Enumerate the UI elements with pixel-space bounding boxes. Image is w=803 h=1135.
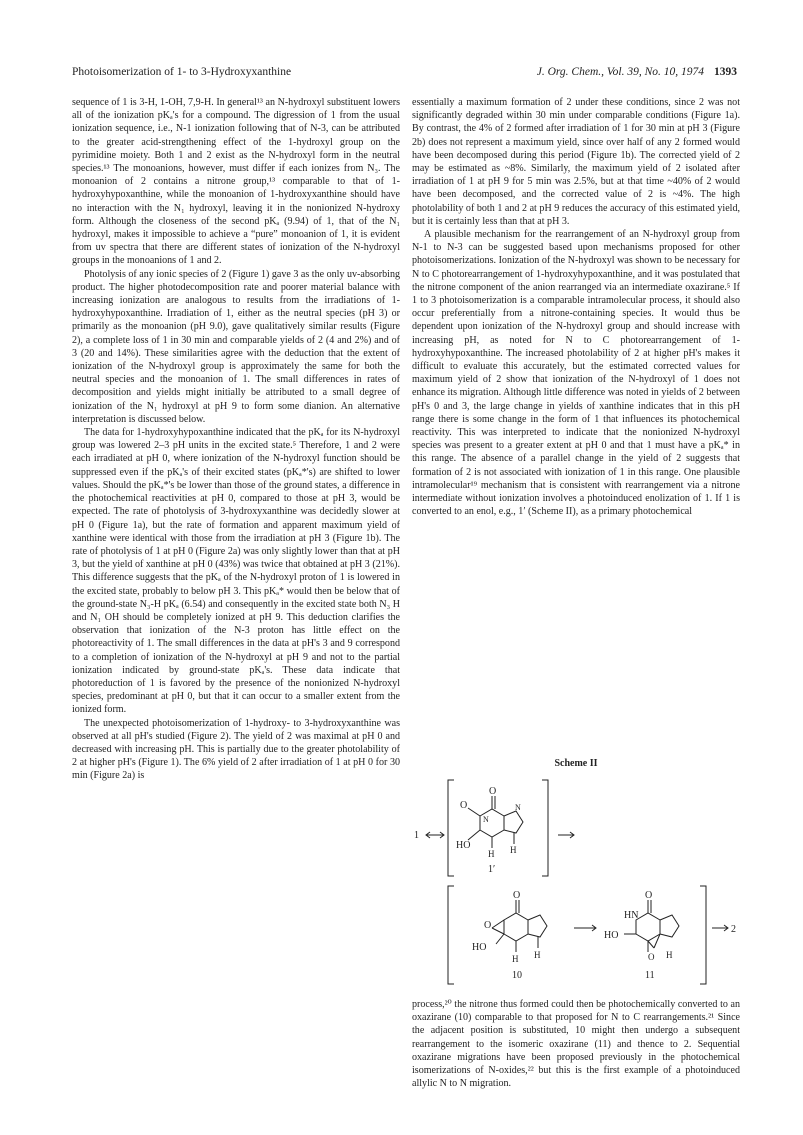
atom-label: N — [515, 803, 521, 812]
atom-label: O — [484, 920, 492, 931]
left-column — [72, 96, 400, 783]
paragraph: sequence of 1 is 3-H, 1-OH, 7,9-H. In general¹³ an N-hydroxyl substituent lowers all of the ionization pKₐ's for a compound. The digression of 1 from the usual ionization sequence, i.e., N-1 ionization following that of N-3, can be attributed to the greater acid-strengthening effect of the 1-hydroxyl group on the pyrimidine moiety. Both 1 and 2 exist as the N-hydroxyl form in the neutral species.¹³ The monoanions, however, must differ if each ionizes from N₃. The monoanion of 2 contains a nitrone group,¹³ comparable to that of 1-hydroxyhypoxanthine, while the monoanion of 1-hydroxyxanthine should have no interaction with the N₁ hydroxyl, leaving it in the nonionized N-hydroxy form. Although the closeness of the second pKₐ (9.94) of 1, that of the N₁ hydroxyl, makes it impossible to achieve a “pure” monoanion of 1, it is evident from uv spectra that there are different states of ionization of the N-hydroxyl groups in the monoanions of 1 and 2. — [72, 97, 400, 267]
paragraph: essentially a maximum formation of 2 under these conditions, since 2 was not significantly degraded within 30 min under comparable conditions (Figure 1a). By contrast, the 4% of 2 formed after irradiation of 1 for 30 min at pH 3 (Figure 2b) does not represent a maximum yield, since over half of any 2 formed would have been decomposed during this period (Figure 1b). The corrected yield of 2 may be estimated as ~8%. Similarly, the maximum yield of 2 isolated after irradiation of 1 at pH 9 for 5 min was 2.5%, but at that time ~40% of 2 would have been decomposed, and the corrected value of 2 is ~4%. The high photolability of both 1 and 2 at pH 9 reduces the accuracy of this estimated yield, but it is certainly less than that at pH 3. — [412, 97, 740, 227]
compound-label: 11 — [645, 970, 655, 981]
atom-label: H — [488, 849, 495, 859]
atom-label: H — [510, 845, 517, 855]
paragraph: A plausible mechanism for the rearrangement of an N-hydroxyl group from N-1 to N-3 can be suggested based upon mechanisms proposed for other photoisomerizations. Ionization of the N-hydroxyl was shown to be necessary for N to C photorearrangement of 1-hydroxyhypoxanthine, and it was postulated that the nitrone component of the anion rearranged via an intermediate oxazirane.⁵ If 1 to 3 photoisomerization is a comparable intramolecular process, it should also occur preferentially from a nitrone-containing species. It would thus be dependent upon ionization of the N-hydroxyl group and should increase with increasing pH, as noted for N to C photorearrangement of 1-hydroxyhypoxanthine. The increased photolability of 2 at higher pH's makes it difficult to evaluate this accurately, but the estimated corrected values for maximum yield of 2 show that ionization of the N-hydroxyl of 1 does not enhance its migration. Although little difference was noted in yields of 2 between pH's 0 and 3, the large change in yields of xanthine indicates that in this pH range there is some change in the form of 1 that influences its photochemical reactivity. This was interpreted to indicate that the nonionized N-hydroxyl species was present to a greater extent at pH 0 and that 1 must have a pKₐ* in this range. The absence of a parallel change in the yield of 2 suggests that formation of 2 is not associated with ionization of 1 in this range. One plausible intramolecular¹⁹ mechanism that is consistent with rearrangement via a nitrone intermediate without ionization involves a photoinduced enolization of 1. If 1 is converted to an enol, e.g., 1′ (Scheme II), as a primary photochemical — [412, 229, 740, 518]
atom-label: HN — [624, 910, 639, 921]
page-number: 1393 — [714, 66, 737, 78]
atom-label: N — [483, 815, 489, 824]
compound-label: 10 — [512, 970, 522, 981]
atom-label: HO — [472, 942, 487, 953]
journal-citation-text: J. Org. Chem., Vol. 39, No. 10, 1974 — [536, 66, 704, 78]
compound-label: 1′ — [488, 864, 496, 875]
atom-label: O — [460, 800, 468, 811]
paragraph: The data for 1-hydroxyhypoxanthine indicated that the pKₐ for its N-hydroxyl group was lowered 2–3 pH units in the excited state.⁵ Therefore, 1 and 2 were each irradiated at pH 0, where ionization of the N-hydroxyl function should be suppressed even if the pKₐ's of their excited states (pKₐ*'s) are shifted to lower values. Should the pKₐ*'s be lower than those of the ground states, a difference in the photochemical reactivities at pH 0, compared to those at pH 3, would be expected. The rate of photolysis of 3-hydroxyxanthine was decidedly slower at pH 0 (Figure 1a), but the rate of formation and apparent maximum yield of xanthine were identical with those from the irradiation at pH 3 (Figure 1b). The rate of photolysis of 1 at pH 0 (Figure 2a) was only slightly lower than that at pH 3, but the yield of xanthine at pH 0 (43%) was twice that obtained at pH 3 (21%). This difference suggests that the pKₐ of the N-hydroxyl proton of 1 is lowered in the excited state, probably to below pH 3. This pKₐ* would then be below that of the ground-state N₃-H pKₐ (6.54) and consequently in the excited state both N₃ H and N₁ OH should be completely ionized at pH 9. This deduction clarifies the observation that ionization of the N-3 proton has little effect on the photoreactivity of 1. The small differences in the data at pH's 3 and 9 correspond to a completion of ionization of the N-hydroxyl at pH 9 and not to the partial ionization indicated by ground-state pKₐ's. These data indicate that photoreduction of 1 is favored by the presence of the nonionized N-hydroxyl species, predominant at pH 0, but that it can occur to a smaller extent from the ionized form. — [72, 427, 400, 716]
atom-label: H — [512, 954, 519, 964]
scheme-ii-figure — [412, 758, 740, 994]
atom-label: H — [534, 950, 541, 960]
start-compound-label: 1 — [414, 830, 419, 841]
right-column-continuation — [412, 998, 740, 1090]
journal-citation — [537, 66, 737, 78]
atom-label: HO — [604, 930, 619, 941]
atom-label: H — [666, 950, 673, 960]
paragraph: process,²⁰ the nitrone thus formed could then be photochemically converted to an oxazirane (10) comparable to that proposed for N to C rearrangements.²¹ Since the adjacent position is substituted, 10 might then undergo a subsequent rearrangement to the isomeric oxazirane (11) and thence to 2. Sequential oxazirane migrations have been proposed previously in the photochemical isomerizations of N-oxides,²² but this is the first example of a photoinduced allylic N to N migration. — [412, 999, 740, 1090]
atom-label: O — [648, 952, 655, 962]
running-title: Photoisomerization of 1- to 3-Hydroxyxanthine — [72, 66, 292, 78]
scheme-title: Scheme II — [554, 758, 598, 769]
paragraph: The unexpected photoisomerization of 1-hydroxy- to 3-hydroxyxanthine was observed at all pH's studied (Figure 2). The yield of 2 was maximal at pH 0 and decreased with increasing pH. This is partially due to the greater photolability of 2 at higher pH's (Figure 1). The 6% yield of 2 after irradiation of 1 at pH 0 for 30 min (Figure 2a) is — [72, 717, 400, 782]
atom-label: HO — [456, 840, 471, 851]
product-label: 2 — [731, 924, 736, 935]
right-column — [412, 96, 740, 519]
atom-label: O — [489, 786, 497, 797]
atom-label: O — [513, 890, 521, 901]
scheme-drawing — [412, 758, 740, 994]
paragraph: Photolysis of any ionic species of 2 (Figure 1) gave 3 as the only uv-absorbing product. The higher photodecomposition rate and poorer material balance with increasing ionization are analogous to results from the irradiations of 1-hydroxyhypoxanthine. Irradiation of 1, either as the neutral species (pH 3) or primarily as the monoanion (pH 9.0), gave qualitatively similar results (Figure 2), a complete loss of 1 in 30 min and comparable yields of 2 (4 and 2%) and of 3 (20 and 14%). These similarities agree with the deduction that the extent of ionization of the N-hydroxyl group is approximately the same for both the neutral species and the monoanion of 1. The small differences in rates of decomposition and yields might initially be attributed to a small degree of ionization of the N₁ hydroxyl at pH 9 to form some dianion. An alternative interpretation is discussed below. — [72, 268, 400, 425]
atom-label: O — [645, 890, 653, 901]
